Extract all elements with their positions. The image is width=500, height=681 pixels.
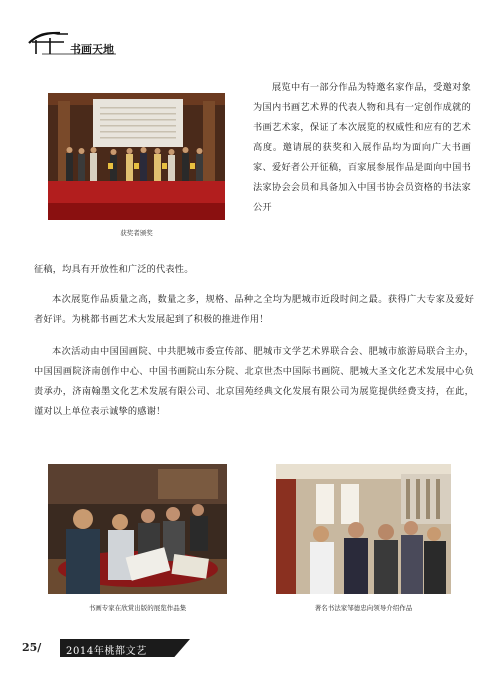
calligrapher-introducing-photo [276,464,451,594]
section-header [28,28,118,58]
paragraph-acknowledgement: 本次活动由中国国画院、中共肥城市委宣传部、肥城市文学艺术界联合会、肥城市旅游局联合主办，中国国画院济南创作中心、中国书画院山东分院、北京世杰中国际书画院、肥城大圣文化艺术发展中心负责承办，济南翰墨文化艺术发展有限公司、北京国苑经典文化发展有限公司为展览提供经费支持，在此，谨对以上单位表示诚挚的感谢！ [34,346,474,417]
section-title: 书画天地 [70,43,114,56]
experts-photo-caption: 书画专家在欣赏出版的展览作品集 [88,604,187,612]
magazine-title: 2014年桃都文艺 [66,646,147,657]
calligrapher-photo-caption: 著名书法家邹德忠向领导介绍作品 [314,604,413,612]
paragraph-quality: 本次展览作品质量之高，数量之多，规格、品种之全均为肥城市近段时间之最。获得广大专家及爱好者好评。为桃都书画艺术大发展起到了积极的推进作用！ [34,294,474,325]
award-photo-caption: 获奖者颁奖 [120,229,153,237]
page-footer [22,637,202,659]
experts-viewing-catalog-photo [48,464,227,594]
paragraph-open-representation: 征稿，均具有开放性和广泛的代表性。 [34,264,194,275]
award-ceremony-photo [48,93,225,220]
page-number: 25/ [22,641,42,654]
paragraph-invited-works: 展览中有一部分作品为特邀名家作品，受邀对象为国内书画艺术界的代表人物和具有一定创作成就的书画艺术家，保证了本次展览的权威性和应有的艺术高度。邀请展的获奖和入展作品均为面向广大书画家、爱好者公开征稿，百家展参展作品是面向中国书法家协会会员和具备加入中国书协会员资格的书法家公开 [253,82,471,213]
